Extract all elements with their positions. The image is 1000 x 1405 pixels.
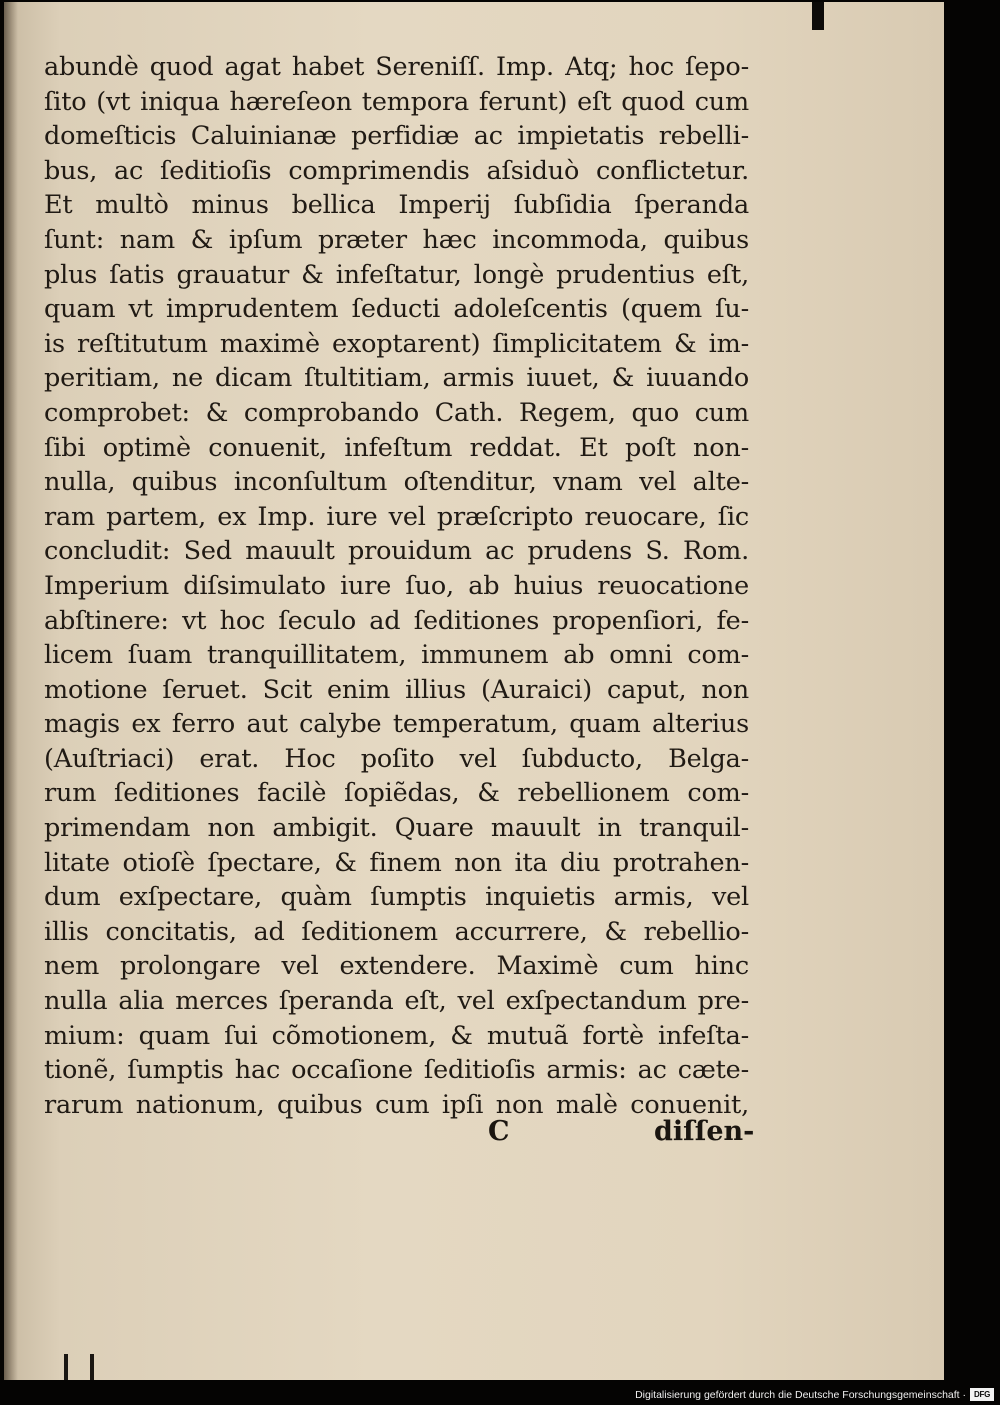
text-line: bus, ac ſeditioſis comprimendis aſsiduò conflictetur.: [44, 155, 749, 186]
text-line: mium: quam ſui cõmotionem, & mutuã fortè infeſta-: [44, 1020, 749, 1051]
text-line: abundè quod agat habet Sereniſſ. Imp. Atq; hoc ſepo-: [44, 52, 749, 82]
text-line: comprobet: & comprobando Cath. Regem, quo cum: [44, 397, 749, 428]
text-line: litate otioſè ſpectare, & finem non ita diu protrahen-: [44, 847, 749, 878]
text-line: motione ſeruet. Scit enim illius (Auraici) caput, non: [44, 674, 749, 705]
catchword: diſſen-: [654, 1116, 755, 1147]
text-line: Imperium diſsimulato iure ſuo, ab huius reuocatione: [44, 570, 749, 601]
text-line: nulla alia merces ſperanda eſt, vel exſpectandum pre-: [44, 986, 749, 1017]
signature-mark: C: [488, 1116, 510, 1147]
text-line: rarum nationum, quibus cum ipſi non malè conuenit,: [44, 1089, 749, 1120]
text-line: abſtinere: vt hoc ſeculo ad ſeditiones propenſiori, fe-: [44, 605, 749, 636]
text-line: dum exſpectare, quàm ſumptis inquietis armis, vel: [44, 882, 749, 913]
text-line: concludit: Sed mauult prouidum ac prudens S. Rom.: [44, 536, 749, 567]
book-page: [4, 2, 944, 1380]
page-gutter-edge: [4, 2, 18, 1380]
text-line: tionẽ, ſumptis hac occaſione ſeditioſis armis: ac cæte-: [44, 1055, 749, 1086]
text-line: ſunt: nam & ipſum præter hæc incommoda, quibus: [44, 224, 749, 255]
text-line: peritiam, ne dicam ſtultitiam, armis iuuet, & iuuando: [44, 363, 749, 394]
text-line: domeſticis Caluinianæ perfidiæ ac impietatis rebelli-: [44, 121, 749, 152]
text-line: is reſtitutum maximè exoptarent) ſimplicitatem & im-: [44, 328, 749, 359]
text-line: rum ſeditiones facilè ſopiẽdas, & rebellionem com-: [44, 778, 749, 809]
text-line: ram partem, ex Imp. iure vel præſcripto reuocare, ſic: [44, 501, 749, 532]
bottom-edge-marks: [64, 1354, 98, 1380]
text-line: (Auſtriaci) erat. Hoc poſito vel ſubducto, Belga-: [44, 743, 749, 774]
text-line: magis ex ferro aut calybe temperatum, quam alterius: [44, 709, 749, 740]
text-line: nulla, quibus inconſultum oſtenditur, vnam vel alte-: [44, 467, 749, 498]
footer-credit: Digitalisierung gefördert durch die Deutsche Forschungsgemeinschaft ·: [635, 1389, 966, 1401]
text-line: primendam non ambigit. Quare mauult in tranquil-: [44, 813, 749, 844]
text-line: quam vt imprudentem ſeducti adoleſcentis (quem ſu-: [44, 294, 749, 325]
page-tab-mark: [812, 2, 824, 30]
text-line: Et multò minus bellica Imperij ſubſidia ſperanda: [44, 190, 749, 221]
dfg-logo-icon: DFG: [970, 1388, 994, 1401]
text-line: plus ſatis grauatur & infeſtatur, longè prudentius eſt,: [44, 259, 749, 290]
text-line: nem prolongare vel extendere. Maximè cum hinc: [44, 951, 749, 982]
text-line: licem ſuam tranquillitatem, immunem ab omni com-: [44, 640, 749, 671]
text-line: ſito (vt iniqua hæreſeon tempora ferunt) eſt quod cum: [44, 86, 749, 117]
main-text-block: [44, 50, 749, 1122]
text-line: illis concitatis, ad ſeditionem accurrere, & rebellio-: [44, 916, 749, 947]
text-line: ſibi optimè conuenit, infeſtum reddat. Et poſt non-: [44, 432, 749, 463]
